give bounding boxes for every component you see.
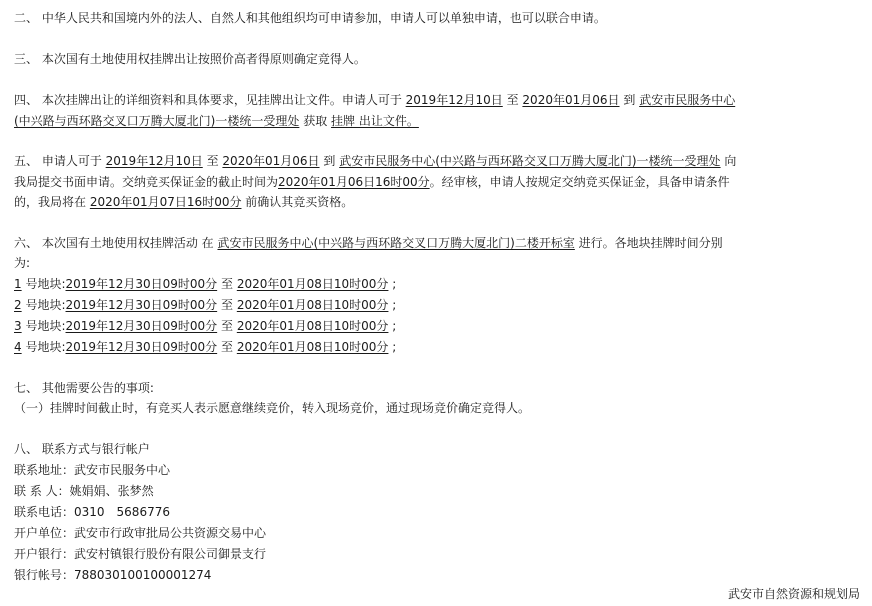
parcel-start: 2019年12月30日09时00分 xyxy=(65,319,218,333)
to-word: 至 xyxy=(206,154,219,168)
section-5-line-3b: 前确认其竞买资格。 xyxy=(245,195,354,209)
section-6-prefix: 六、 本次国有土地使用权挂牌活动 在 xyxy=(14,236,214,250)
section-4-place-b: (中兴路与西环路交叉口万腾大厦北门)一楼统一受理处 xyxy=(14,114,300,128)
section-6-suffix: 进行。各地块挂牌时间分别 xyxy=(578,236,723,250)
section-4-end-date: 2020年01月06日 xyxy=(522,93,620,107)
parcel-number: 3 xyxy=(14,319,22,333)
to-word: 至 xyxy=(220,340,233,354)
section-5-line-2b: 。经审核，申请人按规定交纳竞买保证金，具备申请条件 xyxy=(429,175,730,189)
parcel-row xyxy=(14,318,396,334)
section-4-prefix: 四、 本次挂牌出让的详细资料和具体要求，见挂牌出让文件。申请人可于 xyxy=(14,93,402,107)
section-6-line-2: 为: xyxy=(14,256,31,270)
parcel-semicolon: ; xyxy=(392,277,397,291)
section-5-confirm-date: 2020年01月07日16时00分 xyxy=(89,195,242,209)
parcel-number: 2 xyxy=(14,298,22,312)
section-5-line-3a: 的，我局将在 xyxy=(14,195,87,209)
account-number: 银行帐号：788030100100001274 xyxy=(14,568,212,582)
section-4-place-a: 武安市民服务中心 xyxy=(639,93,736,107)
to-word: 到 xyxy=(623,93,636,107)
section-4-get: 获取 xyxy=(303,114,328,128)
account-unit: 开户单位：武安市行政审批局公共资源交易中心 xyxy=(14,526,267,540)
parcel-start: 2019年12月30日09时00分 xyxy=(65,340,218,354)
to-word: 至 xyxy=(220,277,233,291)
section-6-line-1 xyxy=(14,235,723,251)
parcel-start: 2019年12月30日09时00分 xyxy=(65,277,218,291)
parcel-row xyxy=(14,339,396,355)
parcel-number: 1 xyxy=(14,277,22,291)
section-6-place: 武安市民服务中心(中兴路与西环路交叉口万腾大厦北门)二楼开标室 xyxy=(217,236,575,250)
section-3: 三、 本次国有土地使用权挂牌出让按照价高者得原则确定竞得人。 xyxy=(14,52,366,66)
to-word: 至 xyxy=(220,298,233,312)
parcel-end: 2020年01月08日10时00分 xyxy=(236,298,389,312)
section-8-title: 八、 联系方式与银行帐户 xyxy=(14,442,150,456)
section-5-deadline: 2020年01月06日16时00分 xyxy=(278,175,430,189)
parcel-row xyxy=(14,297,396,313)
parcel-end: 2020年01月08日10时00分 xyxy=(236,319,389,333)
section-5-place: 武安市民服务中心(中兴路与西环路交叉口万腾大厦北门)一楼统一受理处 xyxy=(339,154,721,168)
parcel-semicolon: ; xyxy=(392,340,397,354)
section-4-start-date: 2019年12月10日 xyxy=(405,93,503,107)
section-7-title: 七、 其他需要公告的事项: xyxy=(14,381,154,395)
parcel-row xyxy=(14,276,396,292)
contact-address: 联系地址：武安市民服务中心 xyxy=(14,463,171,477)
section-5-end-date: 2020年01月06日 xyxy=(222,154,320,168)
parcel-end: 2020年01月08日10时00分 xyxy=(236,340,389,354)
to-word: 至 xyxy=(506,93,519,107)
section-4-doc: 挂牌 出让文件。 xyxy=(331,114,419,128)
section-5-line-2a: 我局提交书面申请。交纳竞买保证金的截止时间为 xyxy=(14,175,279,189)
section-5-start-date: 2019年12月10日 xyxy=(105,154,203,168)
account-bank: 开户银行：武安村镇银行股份有限公司御景支行 xyxy=(14,547,267,561)
parcel-semicolon: ; xyxy=(392,319,397,333)
parcel-end: 2020年01月08日10时00分 xyxy=(236,277,389,291)
parcel-semicolon: ; xyxy=(392,298,397,312)
parcel-label: 号地块: xyxy=(25,298,66,312)
section-5-line-3 xyxy=(14,194,353,210)
parcel-label: 号地块: xyxy=(25,340,66,354)
section-2: 二、 中华人民共和国境内外的法人、自然人和其他组织均可申请参加，申请人可以单独申请，也可以联合申请。 xyxy=(14,11,606,25)
contact-phone: 联系电话：0310 5686776 xyxy=(14,505,170,519)
section-5-line-1 xyxy=(14,153,736,169)
contact-person: 联 系 人：姚娟娟、张梦然 xyxy=(14,484,154,498)
parcel-label: 号地块: xyxy=(25,277,66,291)
to-word: 至 xyxy=(220,319,233,333)
section-4-line-2 xyxy=(14,113,419,129)
issuer-signature: 武安市自然资源和规划局 xyxy=(727,587,860,601)
parcel-start: 2019年12月30日09时00分 xyxy=(65,298,218,312)
parcel-number: 4 xyxy=(14,340,22,354)
section-7-item-1: （一）挂牌时间截止时，有竞买人表示愿意继续竞价，转入现场竞价，通过现场竞价确定竞得人。 xyxy=(14,401,531,415)
section-5-line-2 xyxy=(14,174,730,190)
section-5-prefix: 五、 申请人可于 xyxy=(14,154,102,168)
parcel-label: 号地块: xyxy=(25,319,66,333)
section-5-toward: 向 xyxy=(724,154,737,168)
to-word: 到 xyxy=(323,154,336,168)
section-4-line-1 xyxy=(14,92,735,108)
